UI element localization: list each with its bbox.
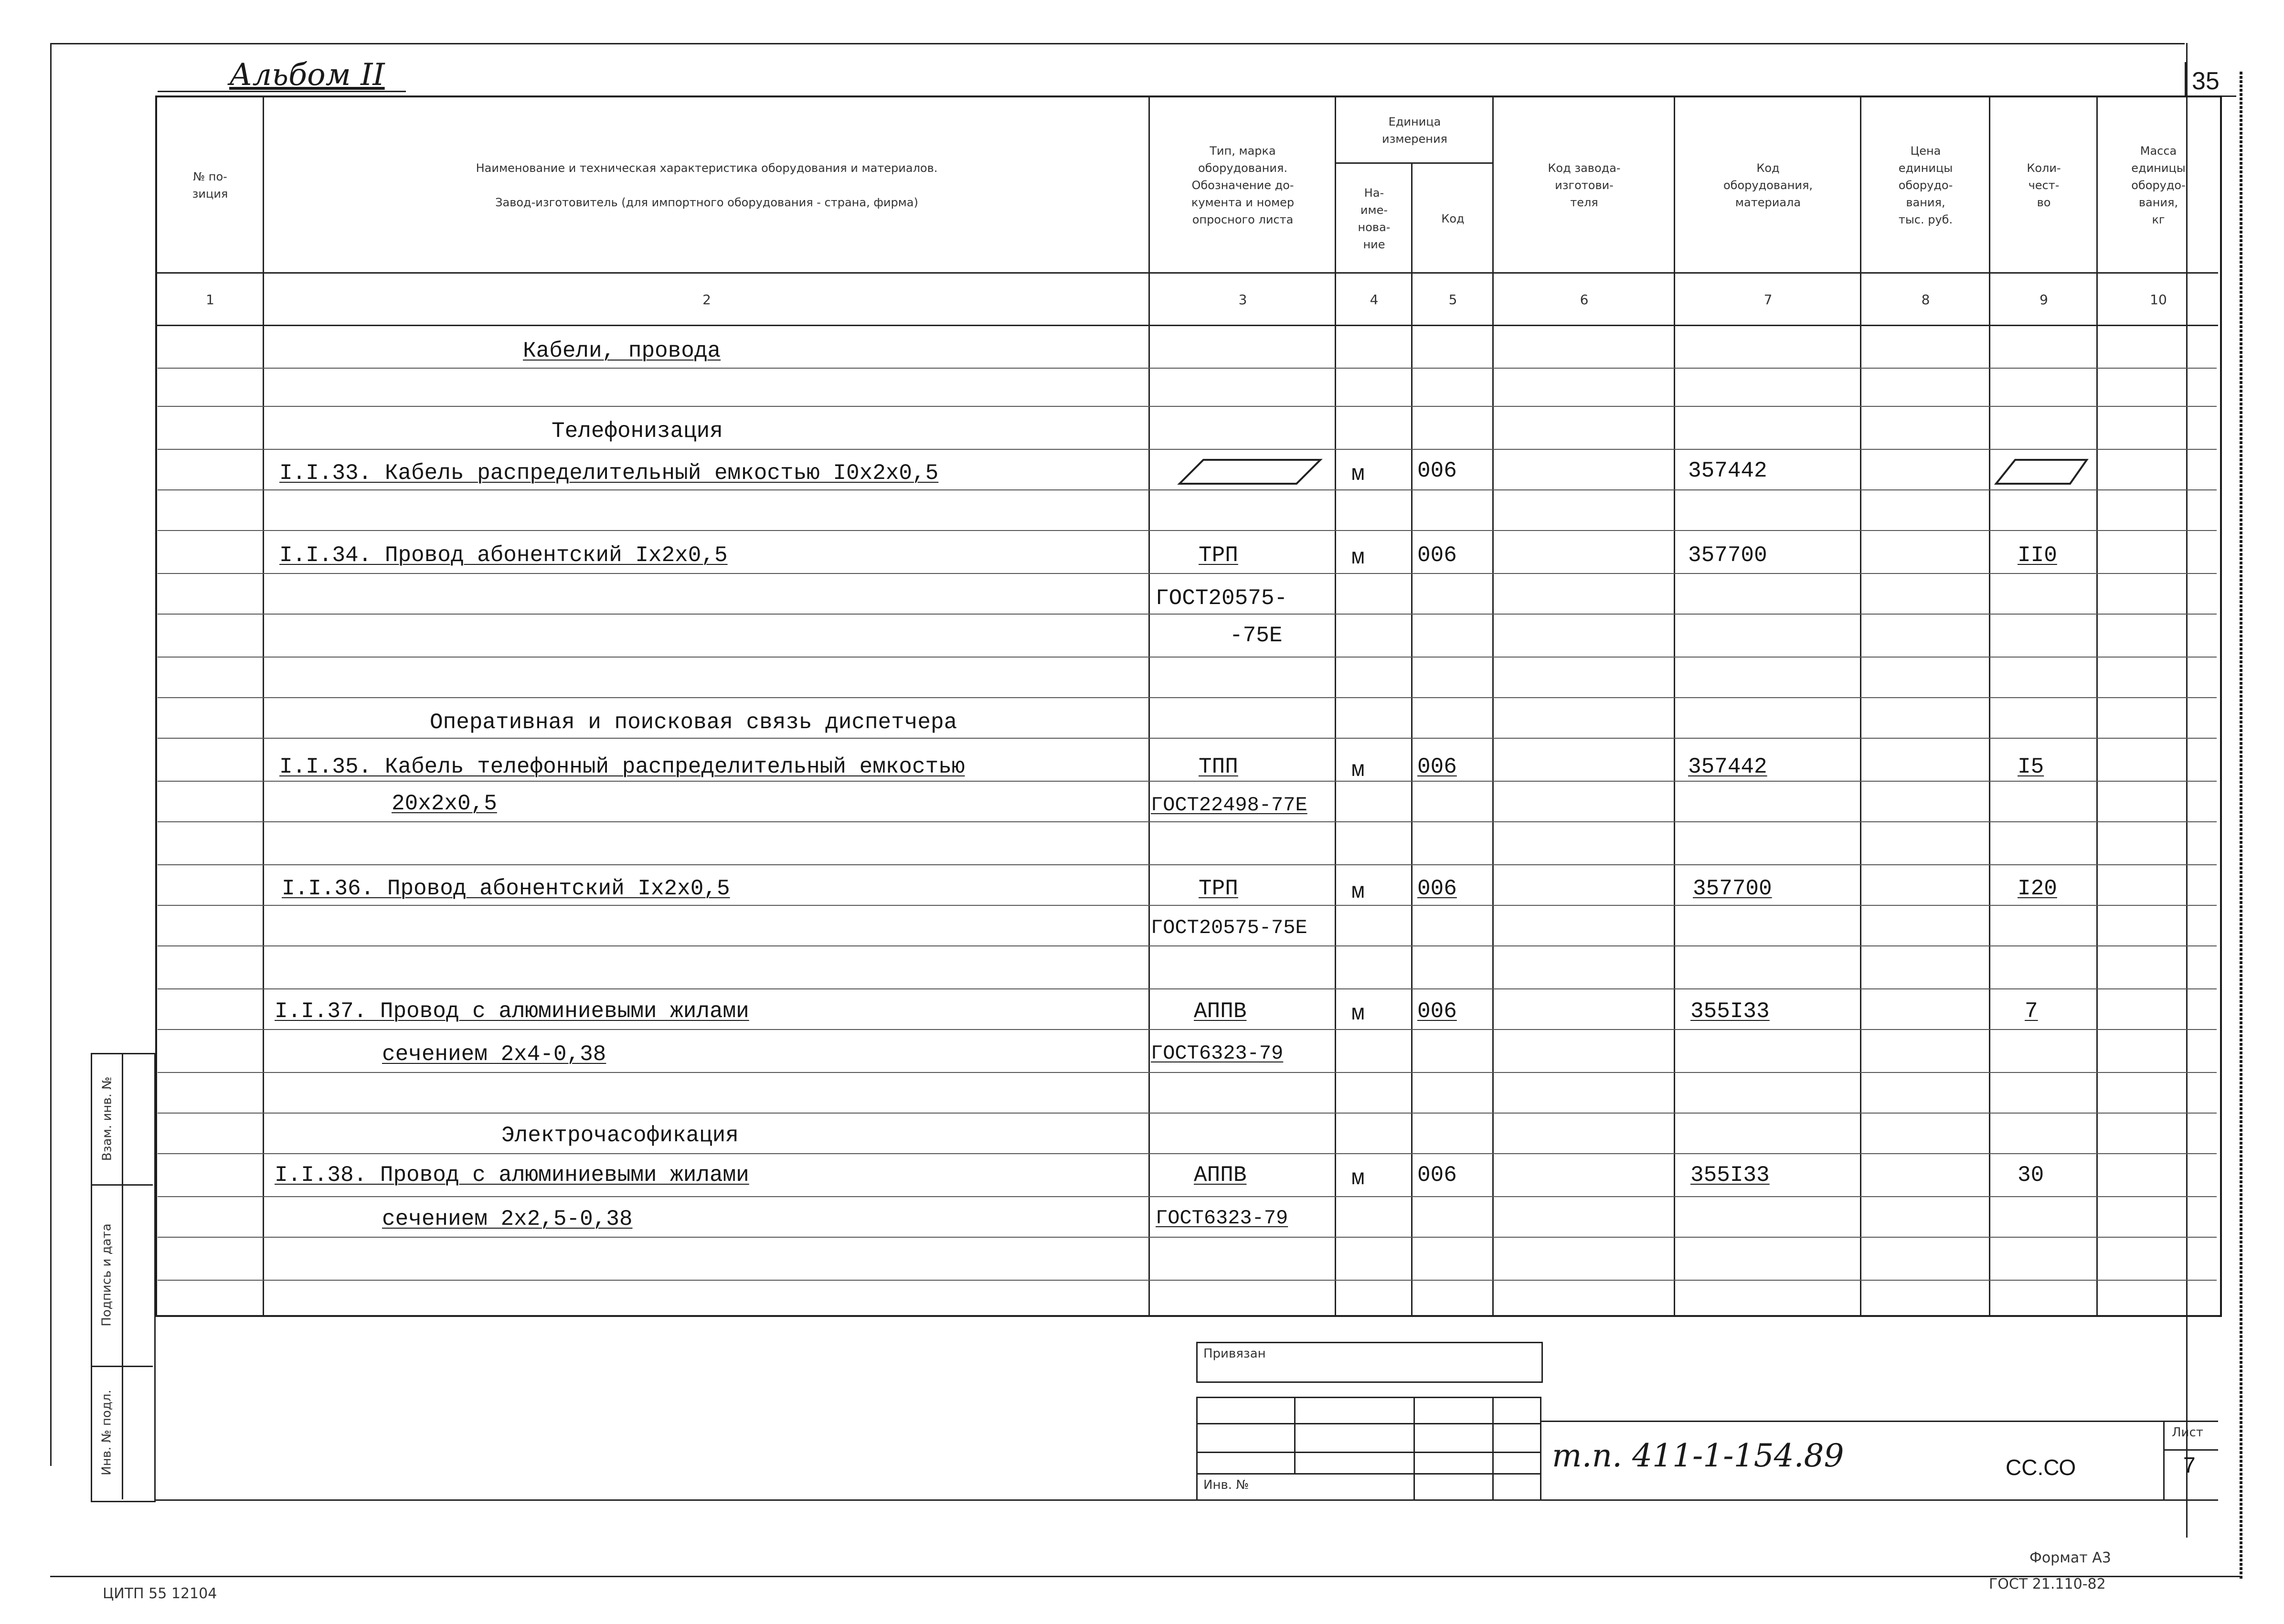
col-line-4 (1411, 162, 1413, 1316)
col-line-9 (2096, 96, 2098, 1316)
frame-right-outer (2240, 72, 2242, 1579)
row-rule (158, 1113, 2217, 1114)
frame-left (50, 43, 52, 1466)
item-1-1-37-type: АППВ (1194, 999, 1247, 1024)
col-line-1 (263, 96, 264, 1316)
row-rule (158, 614, 2217, 615)
item-1-1-34-qty: II0 (2018, 543, 2057, 568)
row-rule (158, 1280, 2217, 1281)
header-col-5: Код (1441, 212, 1465, 225)
header-col-4-5-unit: Единица измерения (1382, 115, 1447, 146)
header-col-3: Тип, марка оборудования. Обозначение до- кумента и номер опросного листа (1191, 144, 1295, 226)
item-1-1-35-unit: м (1351, 758, 1365, 783)
col-line-2 (1148, 96, 1150, 1316)
row-rule (158, 697, 2217, 698)
item-1-1-38-standard: ГОСТ6323-79 (1156, 1207, 1288, 1230)
side-stamp-divider (122, 1053, 123, 1499)
item-1-1-38-unit: м (1351, 1166, 1365, 1191)
item-1-1-37-standard: ГОСТ6323-79 (1151, 1042, 1284, 1065)
item-1-1-36-standard: ГОСТ20575-75Е (1151, 916, 1307, 939)
project-code: т.п. 411-1-154.89 (1552, 1437, 1844, 1474)
tb-main-top (1540, 1421, 2218, 1422)
bottom-line (155, 1499, 2218, 1501)
item-1-1-37-unit: м (1351, 1001, 1365, 1026)
section-clock: Электрочасофикация (501, 1123, 739, 1148)
row-rule (158, 573, 2217, 574)
item-1-1-38-qty: 30 (2018, 1163, 2044, 1188)
item-1-1-34-code: 006 (1417, 543, 1457, 568)
row-rule (158, 1153, 2217, 1154)
col-line-3 (1335, 96, 1336, 1316)
dash-mark-icon (1991, 456, 2092, 489)
row-rule (158, 781, 2217, 782)
row-rule (158, 406, 2217, 407)
row-rule (158, 1072, 2217, 1073)
side-inv-copy: Взам. инв. № (100, 1076, 114, 1161)
tb-vline (1413, 1397, 1415, 1499)
header-col-10: Масса единицы оборудо- вания, кг (2131, 144, 2186, 226)
format-label: Формат А3 (2029, 1550, 2111, 1566)
frame-top (50, 43, 2185, 44)
item-1-1-35-name-cont: 20x2x0,5 (392, 791, 497, 816)
item-1-1-35-mat-code: 357442 (1688, 754, 1767, 779)
header-bottom-line (155, 272, 2218, 274)
side-inv-original: Инв. № подл. (100, 1390, 114, 1475)
header-col-4: На- име- нова- ние (1358, 186, 1391, 251)
sheet-line (2163, 1449, 2218, 1451)
colnum-4: 4 (1370, 292, 1379, 308)
col-line-8 (1989, 96, 1990, 1316)
item-1-1-35-code: 006 (1417, 754, 1457, 779)
tb-line (1196, 1452, 1540, 1453)
section-cables: Кабели, провода (523, 339, 721, 363)
unit-split-line (1335, 162, 1492, 164)
row-rule (158, 1196, 2217, 1197)
item-1-1-37-qty: 7 (2025, 999, 2038, 1024)
tb-vline (1492, 1397, 1494, 1499)
tb-line (1196, 1423, 1540, 1424)
item-1-1-36-code: 006 (1417, 876, 1457, 901)
item-1-1-37-mat-code: 355I33 (1690, 999, 1770, 1024)
row-rule (158, 821, 2217, 822)
colnum-bottom-line (155, 325, 2218, 326)
table-body-bottom (155, 1316, 2218, 1317)
checked-label: Привязан (1203, 1347, 1266, 1361)
row-rule (158, 988, 2217, 989)
album-label: Альбом II (229, 57, 385, 93)
row-rule (158, 1029, 2217, 1030)
item-1-1-38-code: 006 (1417, 1163, 1457, 1188)
colnum-1: 1 (206, 292, 214, 308)
row-rule (158, 368, 2217, 369)
item-1-1-35-type: ТПП (1199, 754, 1238, 779)
item-1-1-34-standard: ГОСТ20575- (1156, 586, 1288, 611)
row-rule (158, 489, 2217, 490)
row-rule (158, 449, 2217, 450)
header-col-8: Цена единицы оборудо- вания, тыс. руб. (1898, 144, 1953, 226)
item-1-1-33-code: 006 (1417, 458, 1457, 483)
item-1-1-34-type: ТРП (1199, 543, 1238, 568)
doc-code: СС.СО (2006, 1455, 2076, 1480)
item-1-1-35-qty: I5 (2018, 754, 2044, 779)
footer-right: ГОСТ 21.110-82 (1989, 1576, 2106, 1592)
header-col-1: № по- зиция (192, 170, 228, 201)
colnum-5: 5 (1448, 292, 1457, 308)
item-1-1-36-qty: I20 (2018, 876, 2057, 901)
row-rule (158, 530, 2217, 531)
tb-line (1196, 1397, 1540, 1398)
item-1-1-33-name: I.I.33. Кабель распределительный емкостью I0x2x0,5 (279, 461, 939, 486)
dash-mark-icon (1165, 456, 1323, 489)
tb-line (1196, 1473, 1540, 1475)
row-rule (158, 864, 2217, 865)
colnum-2: 2 (702, 292, 711, 308)
row-rule (158, 738, 2217, 739)
item-1-1-37-name-cont: сечением 2x4-0,38 (382, 1042, 606, 1067)
item-1-1-34-mat-code: 357700 (1688, 543, 1767, 568)
item-1-1-34-standard-cont: -75Е (1230, 623, 1283, 648)
item-1-1-38-type: АППВ (1194, 1163, 1247, 1188)
section-telephony: Телефонизация (552, 419, 723, 444)
colnum-7: 7 (1763, 292, 1773, 308)
colnum-3: 3 (1238, 292, 1247, 308)
side-sign-date: Подпись и дата (100, 1223, 114, 1327)
item-1-1-35-standard: ГОСТ22498-77Е (1151, 794, 1307, 817)
item-1-1-38-name-cont: сечением 2x2,5-0,38 (382, 1207, 633, 1231)
item-1-1-36-name: I.I.36. Провод абонентский Ix2x0,5 (282, 876, 730, 901)
row-rule (158, 1237, 2217, 1238)
footer-line (50, 1576, 2242, 1577)
item-1-1-34-unit: м (1351, 545, 1365, 570)
colnum-6: 6 (1580, 292, 1589, 308)
item-1-1-35-name: I.I.35. Кабель телефонный распределительный емкостью (279, 754, 965, 779)
tb-vline (1294, 1397, 1296, 1473)
tb-vline (1540, 1397, 1541, 1499)
footer-left: ЦИТП 55 12104 (103, 1585, 217, 1602)
item-1-1-34-name: I.I.34. Провод абонентский Ix2x0,5 (279, 543, 728, 568)
colnum-9: 9 (2040, 292, 2048, 308)
col-line-5 (1492, 96, 1494, 1316)
colnum-8: 8 (1921, 292, 1930, 308)
item-1-1-37-name: I.I.37. Провод с алюминиевыми жилами (275, 999, 749, 1024)
item-1-1-36-unit: м (1351, 880, 1365, 904)
header-col-7: Код оборудования, материала (1723, 161, 1813, 209)
item-1-1-36-mat-code: 357700 (1693, 876, 1772, 901)
row-rule (158, 945, 2217, 946)
item-1-1-33-mat-code: 357442 (1688, 458, 1767, 483)
sheet-label: Лист (2172, 1425, 2203, 1440)
item-1-1-33-unit: м (1351, 462, 1365, 487)
page-number: 35 (2192, 67, 2220, 95)
row-rule (158, 905, 2217, 906)
inv-no-label: Инв. № (1203, 1478, 1249, 1492)
col-line-6 (1674, 96, 1675, 1316)
item-1-1-37-code: 006 (1417, 999, 1457, 1024)
item-1-1-38-mat-code: 355I33 (1690, 1163, 1770, 1188)
sheet-divider (2163, 1421, 2165, 1499)
row-rule (158, 657, 2217, 658)
item-1-1-38-name: I.I.38. Провод с алюминиевыми жилами (275, 1163, 749, 1188)
header-col-6: Код завода- изготови- теля (1548, 161, 1621, 209)
item-1-1-36-type: ТРП (1199, 876, 1238, 901)
col-line-7 (1860, 96, 1861, 1316)
colnum-10: 10 (2150, 292, 2167, 308)
album-underline (158, 91, 406, 92)
tb-vline (1196, 1397, 1198, 1499)
header-col-2: Наименование и техническая характеристика оборудования и материалов. Завод-изготовитель (для импортного оборудования - страна, фирма) (476, 161, 938, 209)
header-col-9: Коли- чест- во (2027, 161, 2061, 209)
section-dispatch: Оперативная и поисковая связь диспетчера (430, 710, 957, 735)
sheet-number: 7 (2183, 1453, 2196, 1477)
